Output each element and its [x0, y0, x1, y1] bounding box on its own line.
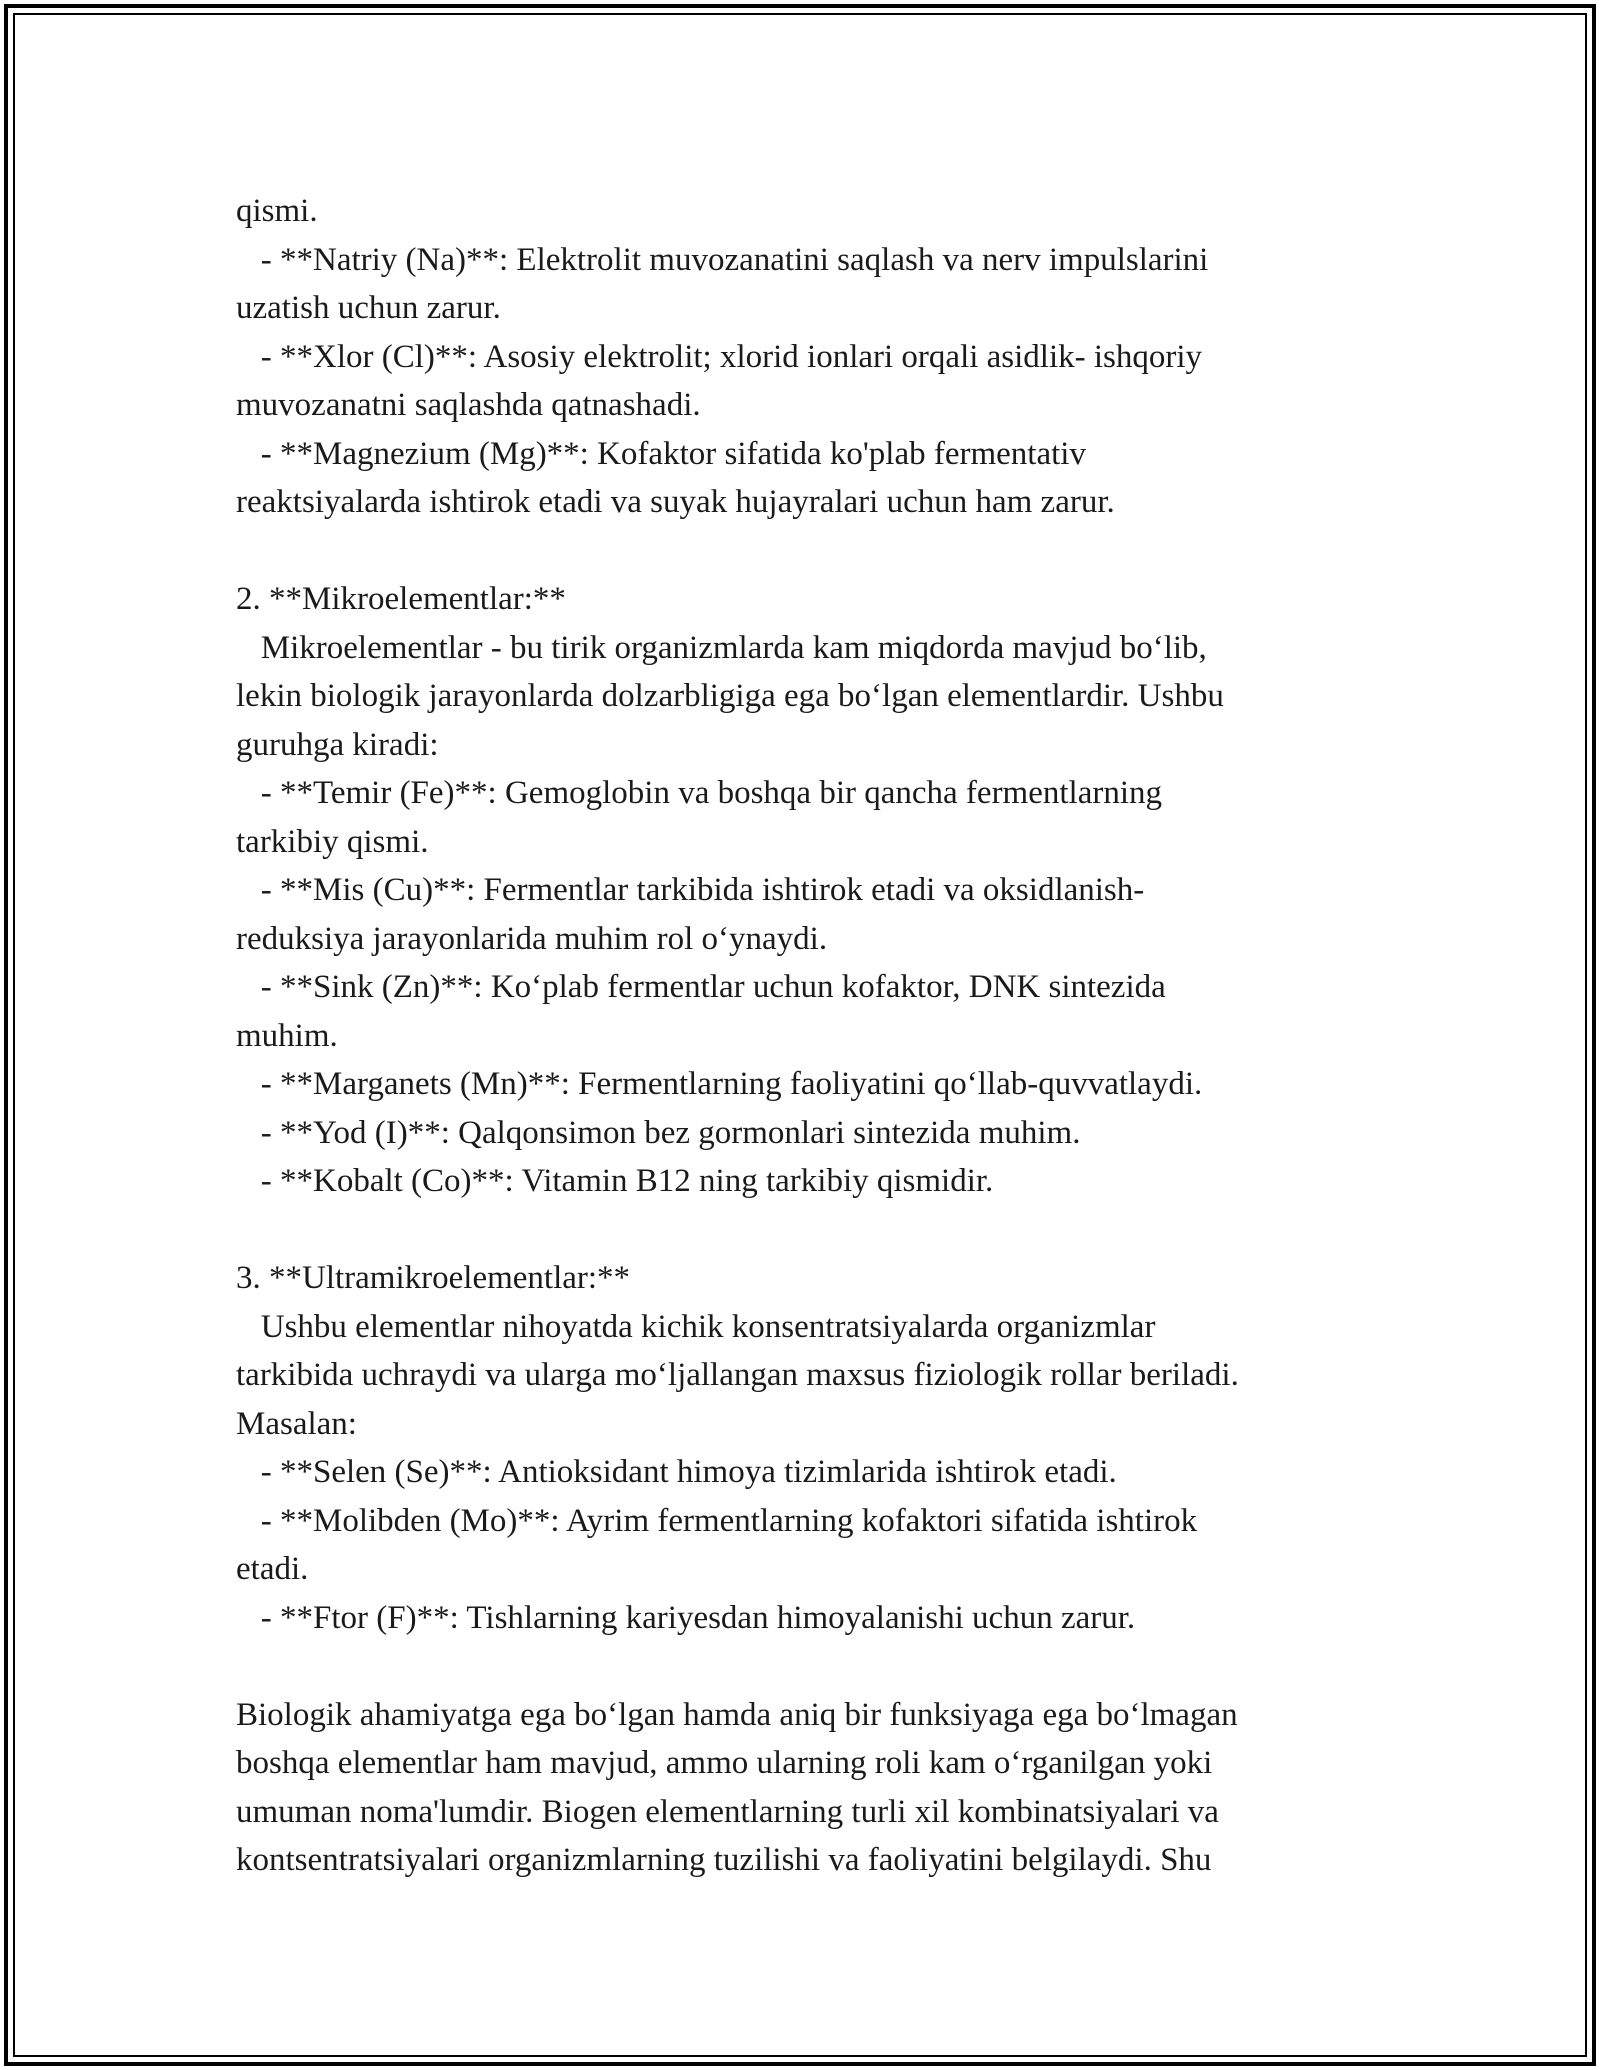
- paragraph-line: boshqa elementlar ham mavjud, ammo ularning roli kam o‘rganilgan yoki: [236, 1745, 1213, 1781]
- text-line: tarkibida uchraydi va ularga mo‘ljallangan maxsus fiziologik rollar beriladi.: [236, 1357, 1239, 1393]
- text-line: guruhga kiradi:: [236, 726, 439, 763]
- paragraph-line: kontsentratsiyalari organizmlarning tuzilishi va faoliyatini belgilaydi. Shu: [236, 1842, 1212, 1878]
- text-line: qismi.: [236, 193, 318, 229]
- document-body: [236, 187, 1416, 1885]
- text-line: etadi.: [236, 1551, 309, 1587]
- list-item-selen: - **Selen (Se)**: Antioksidant himoya tizimlarida ishtirok etadi.: [236, 1454, 1117, 1490]
- text-line: muhim.: [236, 1017, 338, 1054]
- list-item-sink: - **Sink (Zn)**: Ko‘plab fermentlar uchun kofaktor, DNK sintezida: [236, 969, 1166, 1005]
- blank-line: [236, 1206, 1416, 1255]
- list-item-mis: - **Mis (Cu)**: Fermentlar tarkibida ishtirok etadi va oksidlanish-: [236, 872, 1145, 908]
- list-item-marganets: - **Marganets (Mn)**: Fermentlarning faoliyatini qo‘llab-quvvatlaydi.: [236, 1066, 1203, 1102]
- text-line: lekin biologik jarayonlarda dolzarbligiga ega bo‘lgan elementlardir. Ushbu: [236, 678, 1224, 714]
- text-line: uzatish uchun zarur.: [236, 290, 501, 326]
- list-item-temir: - **Temir (Fe)**: Gemoglobin va boshqa bir qancha fermentlarning: [236, 775, 1163, 811]
- text-line: reaktsiyalarda ishtirok etadi va suyak hujayralari uchun ham zarur.: [236, 484, 1115, 520]
- list-item-yod: - **Yod (I)**: Qalqonsimon bez gormonlari sintezida muhim.: [236, 1114, 1081, 1151]
- blank-line: [236, 1642, 1416, 1691]
- text-line: reduksiya jarayonlarida muhim rol o‘ynaydi.: [236, 920, 828, 957]
- list-item-ftor: - **Ftor (F)**: Tishlarning kariyesdan himoyalanishi uchun zarur.: [236, 1599, 1136, 1636]
- blank-line: [236, 527, 1416, 576]
- paragraph-line: Biologik ahamiyatga ega bo‘lgan hamda aniq bir funksiyaga ega bo‘lmagan: [236, 1696, 1238, 1733]
- list-item-xlor: - **Xlor (Cl)**: Asosiy elektrolit; xlorid ionlari orqali asidlik- ishqoriy: [236, 338, 1203, 375]
- section-heading-ultramikroelementlar: 3. **Ultramikroelementlar:**: [236, 1260, 631, 1296]
- text-line: muvozanatni saqlashda qatnashadi.: [236, 387, 701, 423]
- section-heading-mikroelementlar: 2. **Mikroelementlar:**: [236, 581, 566, 617]
- list-item-magnezium: - **Magnezium (Mg)**: Kofaktor sifatida ko'plab fermentativ: [236, 435, 1086, 472]
- list-item-natriy: - **Natriy (Na)**: Elektrolit muvozanatini saqlash va nerv impulslarini: [236, 241, 1209, 278]
- list-item-molibden: - **Molibden (Mo)**: Ayrim fermentlarning kofaktori sifatida ishtirok: [236, 1502, 1198, 1539]
- text-line: Mikroelementlar - bu tirik organizmlarda kam miqdorda mavjud bo‘lib,: [236, 629, 1207, 666]
- list-item-kobalt: - **Kobalt (Co)**: Vitamin B12 ning tarkibiy qismidir.: [236, 1163, 994, 1199]
- text-line: Ushbu elementlar nihoyatda kichik konsentratsiyalarda organizmlar: [236, 1308, 1156, 1345]
- text-line: Masalan:: [236, 1405, 357, 1442]
- paragraph-line: umuman noma'lumdir. Biogen elementlarning turli xil kombinatsiyalari va: [236, 1793, 1219, 1830]
- text-line: tarkibiy qismi.: [236, 823, 429, 860]
